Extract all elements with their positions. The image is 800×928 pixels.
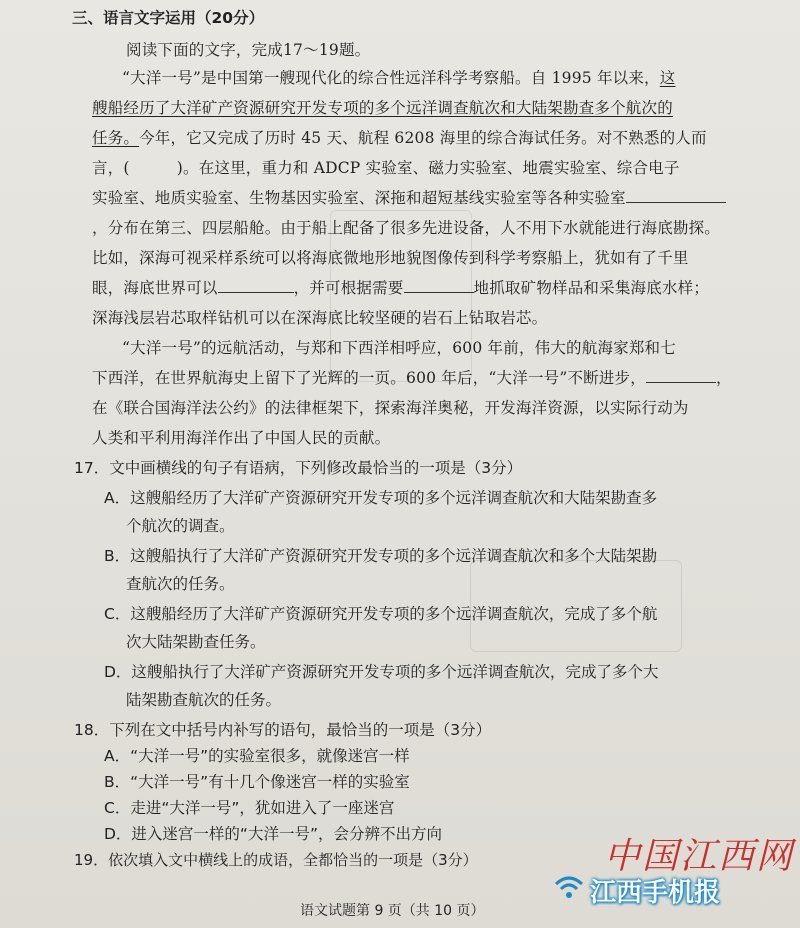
passage-line: “大洋一号”的远航活动，与郑和下西洋相呼应，600 年前，伟大的航海家郑和七 xyxy=(122,339,676,357)
q17-option-c: C．这艘船经历了大洋矿产资源研究开发专项的多个远洋调查航次，完成了多个航 xyxy=(104,605,658,623)
passage-text: 实验室、地质实验室、生物基因实验室、深拖和超短基线实验室等各种实验室 xyxy=(92,189,626,207)
q18-option-d: D．进入迷宫一样的“大洋一号”，会分辨不出方向 xyxy=(104,825,442,843)
passage-line xyxy=(92,278,709,298)
underlined-sentence: 任务。 xyxy=(92,129,140,147)
passage-line: 下西洋，在世界航海史上留下了光辉的一页。600 年后，“大洋一号”不断进步， ， xyxy=(92,369,732,387)
watermark-logo: 中国江西网 xyxy=(604,836,795,877)
fill-blank xyxy=(404,278,474,293)
q17-option-a: A．这艘船经历了大洋矿产资源研究开发专项的多个远洋调查航次和大陆架勘查多 xyxy=(104,489,658,507)
question-18-stem: 18．下列在文中括号内补写的语句，最恰当的一项是（3分） xyxy=(74,721,492,739)
q18-option-b: B．“大洋一号”有十几个像迷宫一样的实验室 xyxy=(104,773,410,791)
underlined-sentence: 艘船经历了大洋矿产资源研究开发专项的多个远洋调查航次和大陆架勘查多个航次的 xyxy=(92,99,673,117)
q17-option-b-cont: 查航次的任务。 xyxy=(126,575,235,593)
passage-line xyxy=(122,68,675,88)
question-19-stem: 19．依次填入文中横线上的成语，全都恰当的一项是（3分） xyxy=(74,851,478,869)
passage-line xyxy=(92,128,707,148)
passage-line xyxy=(92,188,726,208)
watermark-brand: 江西手机报 xyxy=(590,878,721,908)
passage-text: 地抓取矿物样品和采集海底水样； xyxy=(473,279,710,297)
q17-option-a-cont: 个航次的调查。 xyxy=(126,517,235,535)
fill-blank xyxy=(218,278,294,293)
passage-text: 眼，海底世界可以 xyxy=(92,279,218,297)
q17-option-b: B．这艘船执行了大洋矿产资源研究开发专项的多个远洋调查航次和多个大陆架勘 xyxy=(104,547,658,565)
passage-line: 比如，深海可视采样系统可以将海底微地形地貌图像传到科学考察船上，犹如有了千里 xyxy=(92,249,689,267)
q17-option-d-cont: 陆架勘查航次的任务。 xyxy=(126,691,282,709)
passage-text: 今年，它又完成了历时 45 天、航程 6208 海里的综合海试任务。对不熟悉的人而 xyxy=(139,129,707,147)
passage-line: 在《联合国海洋法公约》的法律框架下，探索海洋奥秘，开发海洋资源，以实际行动为 xyxy=(92,399,689,417)
page-footer: 语文试题第 9 页（共 10 页） xyxy=(300,903,485,919)
question-17-stem: 17．文中画横线的句子有语病，下列修改最恰当的一项是（3分） xyxy=(74,459,523,477)
q17-option-c-cont: 次大陆架勘查任务。 xyxy=(126,633,266,651)
fill-blank xyxy=(646,368,716,383)
passage-intro: 阅读下面的文字，完成17～19题。 xyxy=(126,41,371,59)
wifi-icon xyxy=(553,874,585,900)
fill-blank xyxy=(626,188,726,203)
passage-line: 深海浅层岩芯取样钻机可以在深海底比较坚硬的岩石上钻取岩芯。 xyxy=(92,309,548,327)
section-title: 三、语言文字运用（20分） xyxy=(72,9,265,27)
underlined-sentence: 这 xyxy=(659,69,676,87)
passage-line: 人类和平利用海洋作出了中国人民的贡献。 xyxy=(92,429,391,447)
passage-line: 言，( )。在这里，重力和 ADCP 实验室、磁力实验室、地震实验室、综合电子 xyxy=(92,159,680,177)
q18-option-c: C．走进“大洋一号”，犹如进入了一座迷宫 xyxy=(104,799,395,817)
q17-option-d: D．这艘船执行了大洋矿产资源研究开发专项的多个远洋调查航次，完成了多个大 xyxy=(104,663,659,681)
q18-option-a: A．“大洋一号”的实验室很多，就像迷宫一样 xyxy=(104,747,410,765)
passage-text: 下西洋，在世界航海史上留下了光辉的一页。600 年后，“大洋一号”不断进步， xyxy=(92,369,646,387)
passage-line: ，分布在第三、四层船舱。由于船上配备了很多先进设备，人不用下水就能进行海底勘探。 xyxy=(92,219,721,237)
passage-text: “大洋一号”是中国第一艘现代化的综合性远洋科学考察船。自 1995 年以来， xyxy=(122,69,660,87)
passage-text: ，并可根据需要 xyxy=(293,279,404,297)
